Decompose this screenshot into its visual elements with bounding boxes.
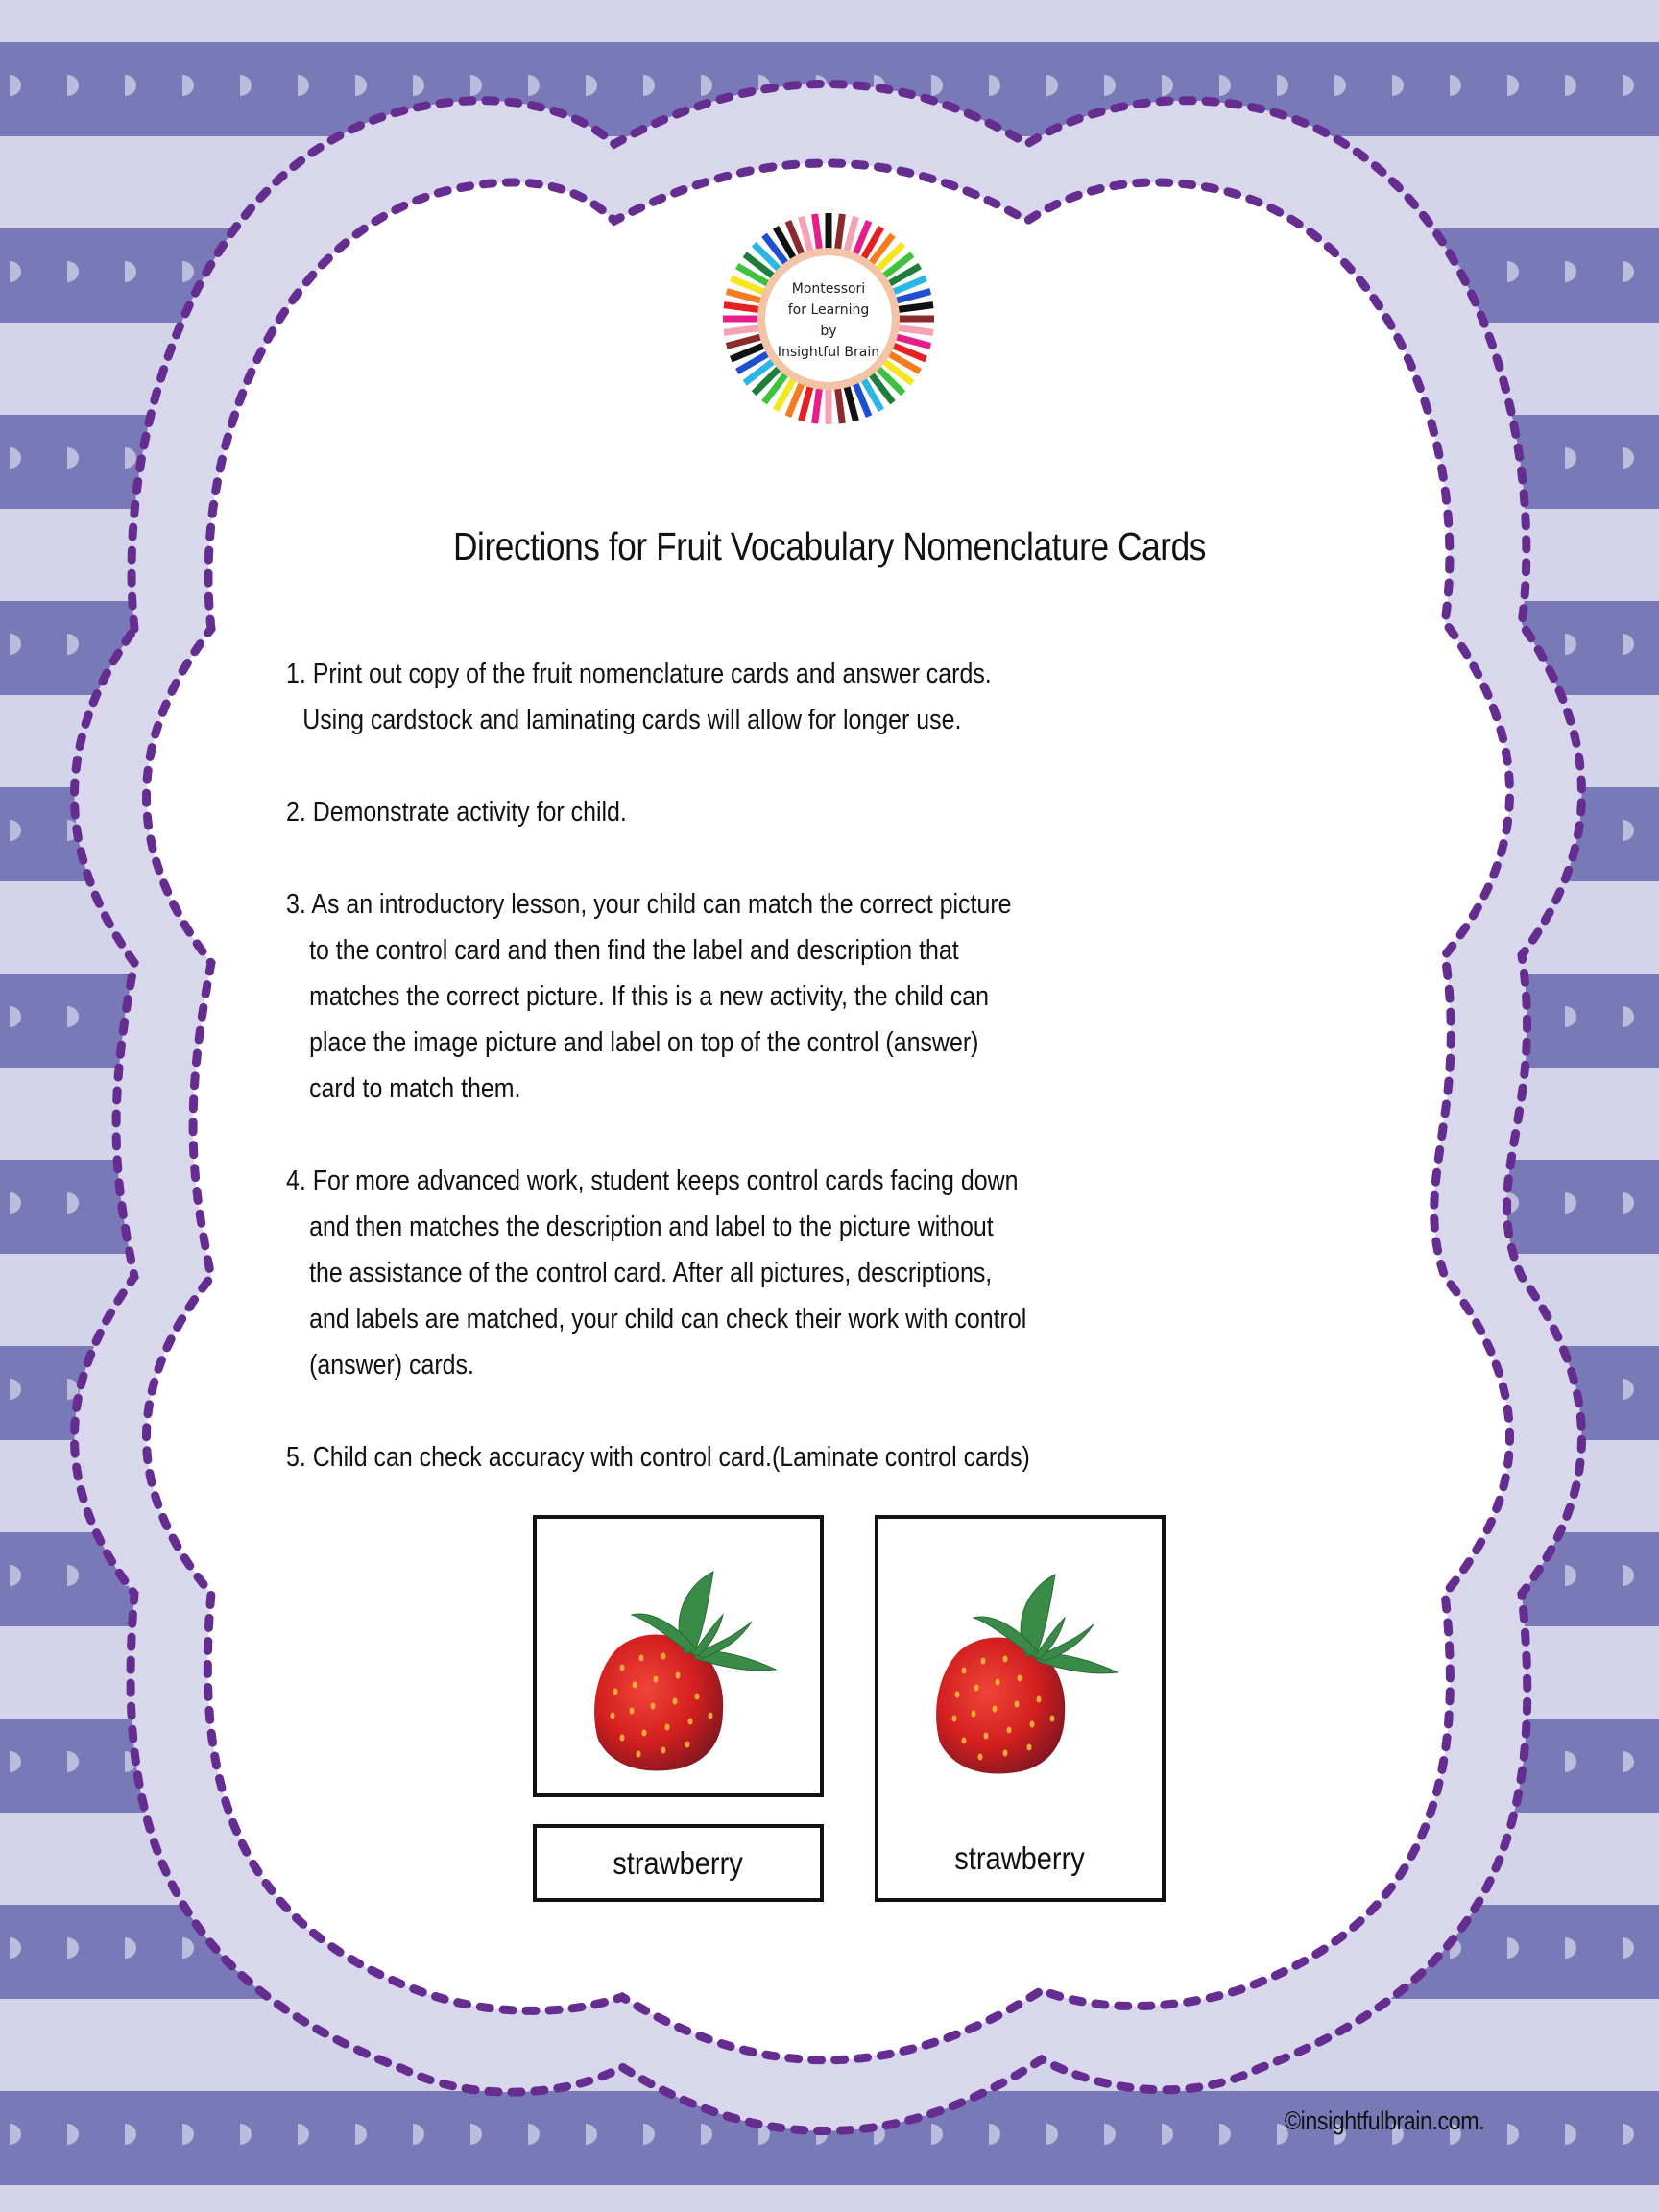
logo-line: by <box>820 324 837 339</box>
control-card <box>875 1515 1166 1902</box>
page-title: Directions for Fruit Vocabulary Nomenclature Cards <box>453 524 1206 568</box>
strawberry-image <box>921 1565 1132 1786</box>
step-line: the assistance of the control card. After all pictures, descriptions, <box>309 1258 993 1288</box>
step-line: 5. Child can check accuracy with control card.(Laminate control cards) <box>286 1442 1030 1473</box>
picture-card <box>533 1515 824 1797</box>
directions-list <box>286 651 1285 1527</box>
step-line: card to match them. <box>309 1073 521 1104</box>
label-card <box>533 1824 824 1902</box>
step-line: 2. Demonstrate activity for child. <box>286 797 627 828</box>
step-2 <box>286 789 1285 835</box>
copyright-text: ©insightfulbrain.com. <box>1285 2106 1485 2135</box>
control-card-label <box>878 1840 1162 1877</box>
step-line: to the control card and then find the label and description that <box>309 935 959 966</box>
label-card-word: strawberry <box>613 1844 744 1881</box>
step-1 <box>286 651 1285 743</box>
step-line: and labels are matched, your child can check their work with control <box>309 1304 1027 1334</box>
step-line: place the image picture and label on top of the control (answer) <box>309 1027 979 1058</box>
step-line: 1. Print out copy of the fruit nomenclature cards and answer cards. <box>286 659 992 689</box>
logo-text <box>768 278 889 363</box>
step-line: (answer) cards. <box>309 1350 474 1381</box>
logo-line: Insightful Brain <box>777 345 880 360</box>
step-line: matches the correct picture. If this is a new activity, the child can <box>309 981 989 1012</box>
step-line: 4. For more advanced work, student keeps control cards facing down <box>286 1166 1019 1196</box>
step-4 <box>286 1158 1285 1388</box>
step-line: Using cardstock and laminating cards will allow for longer use. <box>302 705 962 735</box>
step-line: and then matches the description and label to the picture without <box>309 1212 994 1242</box>
step-5 <box>286 1434 1285 1480</box>
strawberry-image <box>579 1562 790 1783</box>
logo-line: for Learning <box>787 302 870 318</box>
control-card-word: strawberry <box>954 1840 1086 1876</box>
logo-line: Montessori <box>791 281 866 297</box>
step-3 <box>286 881 1285 1112</box>
step-line: 3. As an introductory lesson, your child can match the correct picture <box>286 889 1012 920</box>
